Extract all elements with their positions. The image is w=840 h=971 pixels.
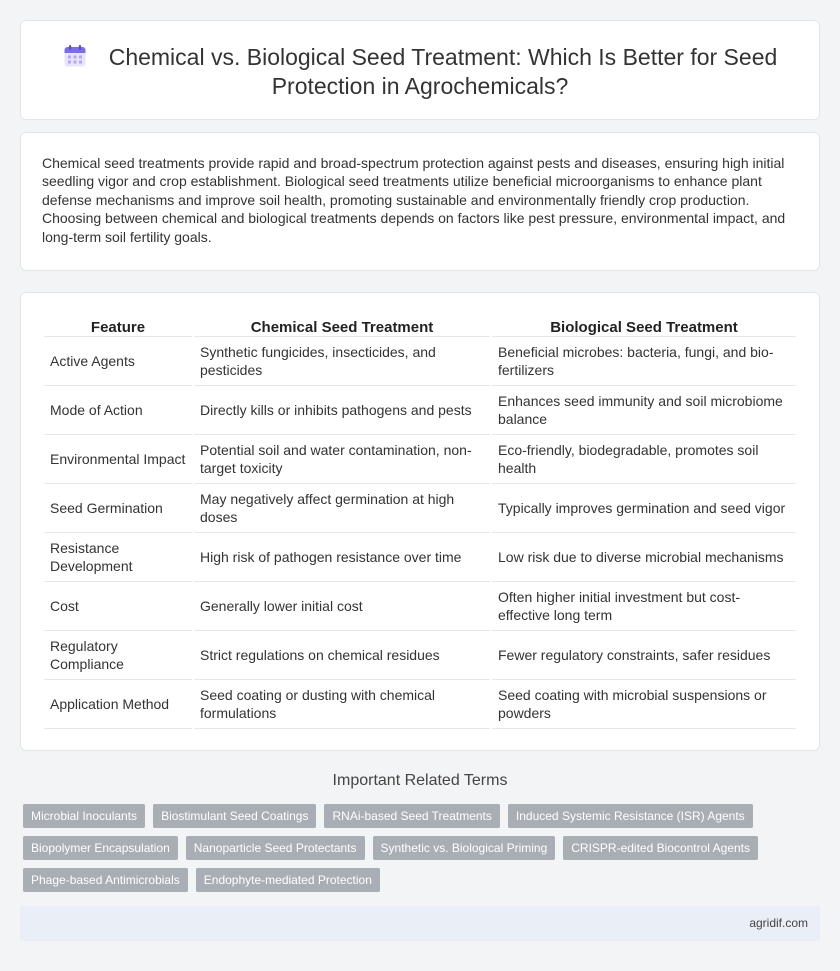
header-chemical: Chemical Seed Treatment — [194, 315, 490, 337]
biological-cell: Enhances seed immunity and soil microbiome balance — [492, 386, 796, 435]
table-row — [44, 435, 796, 484]
page-title-wrap — [21, 43, 819, 101]
table-row — [44, 680, 796, 729]
feature-cell: Resistance Development — [44, 533, 192, 582]
related-terms-title: Important Related Terms — [332, 772, 508, 789]
calendar-icon — [63, 44, 87, 68]
table-row — [44, 337, 796, 386]
table-row — [44, 582, 796, 631]
related-term-tag[interactable]: Synthetic vs. Biological Priming — [373, 836, 556, 860]
related-term-tag[interactable]: Nanoparticle Seed Protectants — [186, 836, 365, 860]
page-title: Chemical vs. Biological Seed Treatment: Which Is Better for Seed Protection in Agrochemicals? — [108, 44, 778, 99]
intro-paragraph: Chemical seed treatments provide rapid and broad-spectrum protection against pests and diseases, ensuring high initial seedling vigor and crop establishment. Biological seed treatments utilize beneficial microorganisms to enhance plant defense mechanisms and improve soil health, promoting sustainable and environmentally friendly crop production. Choosing between chemical and biological treatments depends on factors like pest pressure, environmental impact, and long-term soil fertility goals. — [42, 155, 786, 245]
feature-cell: Active Agents — [44, 337, 192, 386]
table-row — [44, 533, 796, 582]
comparison-table-card — [20, 292, 820, 751]
table-header-row — [44, 315, 796, 337]
header-card — [20, 20, 820, 120]
intro-card — [20, 132, 820, 271]
chemical-cell: May negatively affect germination at high doses — [194, 484, 490, 533]
table-row — [44, 631, 796, 680]
related-term-tag[interactable]: RNAi-based Seed Treatments — [324, 804, 499, 828]
feature-cell: Mode of Action — [44, 386, 192, 435]
related-terms-list — [23, 804, 783, 892]
header-biological: Biological Seed Treatment — [492, 315, 796, 337]
biological-cell: Beneficial microbes: bacteria, fungi, and bio-fertilizers — [492, 337, 796, 386]
related-term-tag[interactable]: Biopolymer Encapsulation — [23, 836, 178, 860]
biological-cell: Eco-friendly, biodegradable, promotes soil health — [492, 435, 796, 484]
feature-cell: Application Method — [44, 680, 192, 729]
comparison-table — [42, 315, 798, 729]
table-row — [44, 484, 796, 533]
related-term-tag[interactable]: Induced Systemic Resistance (ISR) Agents — [508, 804, 753, 828]
chemical-cell: Seed coating or dusting with chemical formulations — [194, 680, 490, 729]
related-term-tag[interactable]: Biostimulant Seed Coatings — [153, 804, 316, 828]
related-term-tag[interactable]: Phage-based Antimicrobials — [23, 868, 188, 892]
feature-cell: Cost — [44, 582, 192, 631]
biological-cell: Often higher initial investment but cost-effective long term — [492, 582, 796, 631]
biological-cell: Typically improves germination and seed vigor — [492, 484, 796, 533]
footer-bar — [20, 906, 820, 941]
feature-cell: Seed Germination — [44, 484, 192, 533]
feature-cell: Environmental Impact — [44, 435, 192, 484]
chemical-cell: High risk of pathogen resistance over time — [194, 533, 490, 582]
chemical-cell: Potential soil and water contamination, non-target toxicity — [194, 435, 490, 484]
related-term-tag[interactable]: CRISPR-edited Biocontrol Agents — [563, 836, 758, 860]
chemical-cell: Synthetic fungicides, insecticides, and pesticides — [194, 337, 490, 386]
chemical-cell: Strict regulations on chemical residues — [194, 631, 490, 680]
chemical-cell: Generally lower initial cost — [194, 582, 490, 631]
chemical-cell: Directly kills or inhibits pathogens and pests — [194, 386, 490, 435]
biological-cell: Seed coating with microbial suspensions or powders — [492, 680, 796, 729]
biological-cell: Fewer regulatory constraints, safer residues — [492, 631, 796, 680]
related-term-tag[interactable]: Microbial Inoculants — [23, 804, 145, 828]
biological-cell: Low risk due to diverse microbial mechanisms — [492, 533, 796, 582]
feature-cell: Regulatory Compliance — [44, 631, 192, 680]
footer-site-link[interactable]: agridif.com — [749, 916, 808, 930]
related-term-tag[interactable]: Endophyte-mediated Protection — [196, 868, 380, 892]
table-row — [44, 386, 796, 435]
header-feature: Feature — [44, 315, 192, 337]
